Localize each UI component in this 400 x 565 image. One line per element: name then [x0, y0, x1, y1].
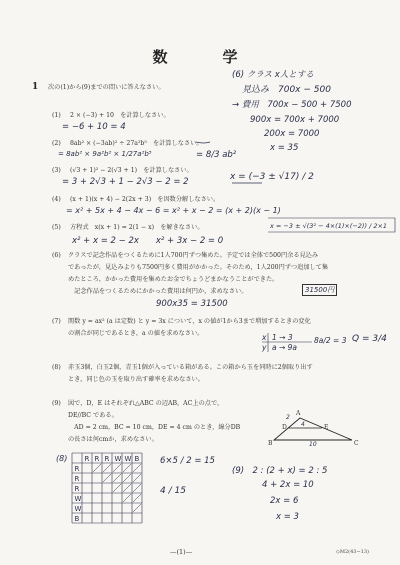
grid-mark [103, 474, 111, 482]
grid-row-label: W [74, 505, 82, 513]
q8-line-1: 赤玉3個，白玉2個，青玉1個が入っている箱がある。この箱から玉を同時に2個取り出す [68, 364, 313, 371]
grid-mark [133, 474, 141, 482]
grid-mark [93, 464, 101, 472]
grid-mark [123, 494, 131, 502]
q6-note-4: 900x = 700x + 7000 [250, 115, 340, 125]
q1-work: = −6 + 10 = 4 [62, 122, 126, 132]
q3-label: (3) [52, 167, 61, 174]
grid-mark [133, 484, 141, 492]
q7-label: (7) [52, 318, 61, 325]
q6-work: 900x35 = 31500 [156, 299, 228, 309]
q5-label: (5) [52, 224, 61, 231]
q9-line-4: の長さは何cmか，求めなさい。 [68, 436, 158, 443]
grid-row-label: B [74, 515, 80, 523]
q7-table-x-label: x [262, 333, 267, 342]
q9-line-2: DE//BC である。 [68, 412, 118, 419]
grid-header-label: R [104, 455, 110, 463]
q5-scratch: x = −3 ± √(3² − 4×(1)×(−2)) / 2×1 [270, 222, 388, 230]
q7-work: 8a/2 = 3 [314, 336, 347, 345]
grid-row-label: W [74, 495, 82, 503]
grid-header-label: W [114, 455, 122, 463]
vertex-e-label: E [324, 424, 329, 431]
page-footer: —(1)— [170, 548, 193, 556]
section-number: 1 [32, 82, 39, 92]
q8-label: (8) [52, 364, 61, 371]
vertex-d-label: D [282, 424, 287, 431]
q7-line-2: の割合が同じであるとき，a の値を求めなさい。 [68, 330, 204, 337]
segment-de-label: 4 [301, 421, 305, 428]
grid-header-label: W [124, 455, 132, 463]
grid-header-label: R [94, 455, 100, 463]
q8-line-2: とき，同じ色の玉を取り出す確率を求めなさい。 [68, 376, 204, 383]
segment-ad-label: 2 [286, 414, 290, 421]
section-instruction: 次の(1)から(9)までの問いに答えなさい。 [48, 84, 165, 91]
q6-note-2: 見込み 700x − 500 [242, 85, 331, 95]
q9-line-3: AD = 2 cm，BC = 10 cm，DE = 4 cm のとき，線分DB [68, 424, 241, 431]
grid-row-label: R [74, 475, 80, 483]
grid-mark [133, 504, 141, 512]
q9-work-4: x = 3 [276, 512, 299, 522]
grid-mark [123, 474, 131, 482]
grid-mark [103, 464, 111, 472]
grid-mark [133, 494, 141, 502]
q6-answer-box: 31500円 [302, 284, 337, 296]
q6-line-4: 記念作品をつくるためにかかった費用は何円か，求めなさい。 [68, 288, 248, 295]
q6-line-3: めたところ，かかった費用を集めたお金でちょうどまかなうことができた。 [68, 276, 279, 283]
q9-work-2: 4 + 2x = 10 [262, 480, 314, 490]
grid-header-label: R [84, 455, 90, 463]
grid-row-label: R [74, 485, 80, 493]
vertex-b-label: B [268, 440, 273, 447]
page-title: 数 学 [152, 48, 258, 66]
q3-work: = 3 + 2√3 + 1 − 2√3 − 2 = 2 [62, 177, 189, 187]
q7-line-1: 関数 y = ax² (a は定数) と y = 3x について，x の値が1から3まで増加するときの変化 [68, 318, 311, 325]
grid-mark [123, 464, 131, 472]
grid-mark [113, 474, 121, 482]
q4-label: (4) [52, 196, 61, 203]
q8-work-1: 6×5 / 2 = 15 [160, 456, 215, 466]
q2-work-2: = 8/3 ab² [196, 150, 237, 160]
q5-text: 方程式 x(x + 1) = 2(1 − x) を解きなさい。 [70, 224, 204, 231]
q6-note-6: x = 35 [270, 143, 299, 153]
grid-mark [113, 464, 121, 472]
q8-work-label: (8) [56, 454, 68, 463]
q6-note-3: → 費用 700x − 500 + 7500 [232, 100, 352, 110]
q5-solution: x = (−3 ± √17) / 2 [230, 172, 314, 182]
q7-table-y-vals: a → 9a [272, 343, 298, 352]
q1-label: (1) [52, 112, 61, 119]
grid-header-label: B [134, 455, 140, 463]
q2-text: 8ab² × (−3ab)² ÷ 27a²b⁵ を計算しなさい。 [70, 140, 203, 147]
q3-text: (√3 + 1)² − 2(√3 + 1) を計算しなさい。 [70, 167, 193, 174]
page-code: ◇M2(43−13) [336, 549, 369, 555]
q6-note-1: (6) クラス x人とする [232, 70, 314, 80]
q7-table-x-vals: 1 → 3 [272, 333, 293, 342]
q2-label: (2) [52, 140, 61, 147]
vertex-c-label: C [354, 440, 359, 447]
q4-text: (x + 1)(x + 4) − 2(2x + 3) を因数分解しなさい。 [70, 196, 220, 203]
q5-work: x² + x = 2 − 2x x² + 3x − 2 = 0 [72, 236, 224, 246]
q6-note-5: 200x = 7000 [264, 129, 320, 139]
q6-line-1: クラスで記念作品をつくるために1人700円ずつ集めた。予定では全体で500円余る見込み [68, 252, 319, 259]
q1-text: 2 × (−3) + 10 を計算しなさい。 [70, 112, 170, 119]
q2-work-1: = 8ab² × 9a²b² × 1/27a²b⁵ [58, 150, 152, 158]
segment-bc-label: 10 [309, 441, 317, 448]
grid-mark [123, 484, 131, 492]
q7-answer: Q = 3/4 [352, 334, 387, 344]
q8-work-2: 4 / 15 [160, 486, 186, 496]
q6-label: (6) [52, 252, 61, 259]
grid-mark [113, 484, 121, 492]
q4-work: = x² + 5x + 4 − 4x − 6 = x² + x − 2 = (x + 2)(x − 1) [66, 206, 281, 215]
q6-line-2: であったが，見込みよりも7500円多く費用がかかった。そのため，1人200円ずつ追加して集 [68, 264, 329, 271]
q9-work-3: 2x = 6 [270, 496, 299, 506]
grid-mark [133, 464, 141, 472]
vertex-a-label: A [296, 410, 301, 417]
q9-label: (9) [52, 400, 61, 407]
q9-line-1: 図で，D，E はそれぞれ△ABC の辺AB，AC上の点で， [68, 400, 224, 407]
q7-table-y-label: y [262, 343, 267, 352]
grid-row-label: R [74, 465, 80, 473]
q9-work-1: (9) 2 : (2 + x) = 2 : 5 [232, 466, 328, 476]
